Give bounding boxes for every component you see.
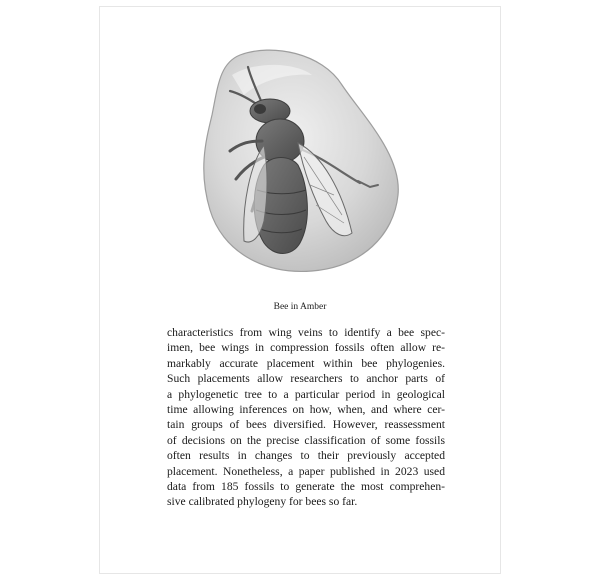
text-line: characteristics from wing veins to identify a bee spec- xyxy=(167,326,445,339)
text-line: data from 185 fossils to generate the most comprehen- xyxy=(167,480,445,494)
text-line: markably accurate placement within bee phylogenies. xyxy=(167,356,445,370)
book-page xyxy=(100,7,500,573)
text-line: tain groups of bees diversified. However, reassessment xyxy=(167,418,445,432)
bee-in-amber-illustration xyxy=(202,45,402,275)
text-line: placement. Nonetheless, a paper published in 2023 used xyxy=(167,464,445,478)
figure-caption: Bee in Amber xyxy=(273,302,327,312)
text-line: time allowing inferences on how, when, and where cer- xyxy=(167,403,445,417)
text-line: a phylogenetic tree to a particular period in geological xyxy=(167,387,445,401)
text-line: sive calibrated phylogeny for bees so far. xyxy=(167,495,358,509)
text-line: imen, bee wings in compression fossils often allow re- xyxy=(167,341,445,355)
text-line: of decisions on the precise classification of some fossils xyxy=(167,433,445,447)
text-line: often results in changes to their previously accepted xyxy=(167,449,445,463)
text-line: Such placements allow researchers to anchor parts of xyxy=(167,372,445,386)
body-paragraph xyxy=(167,325,445,510)
